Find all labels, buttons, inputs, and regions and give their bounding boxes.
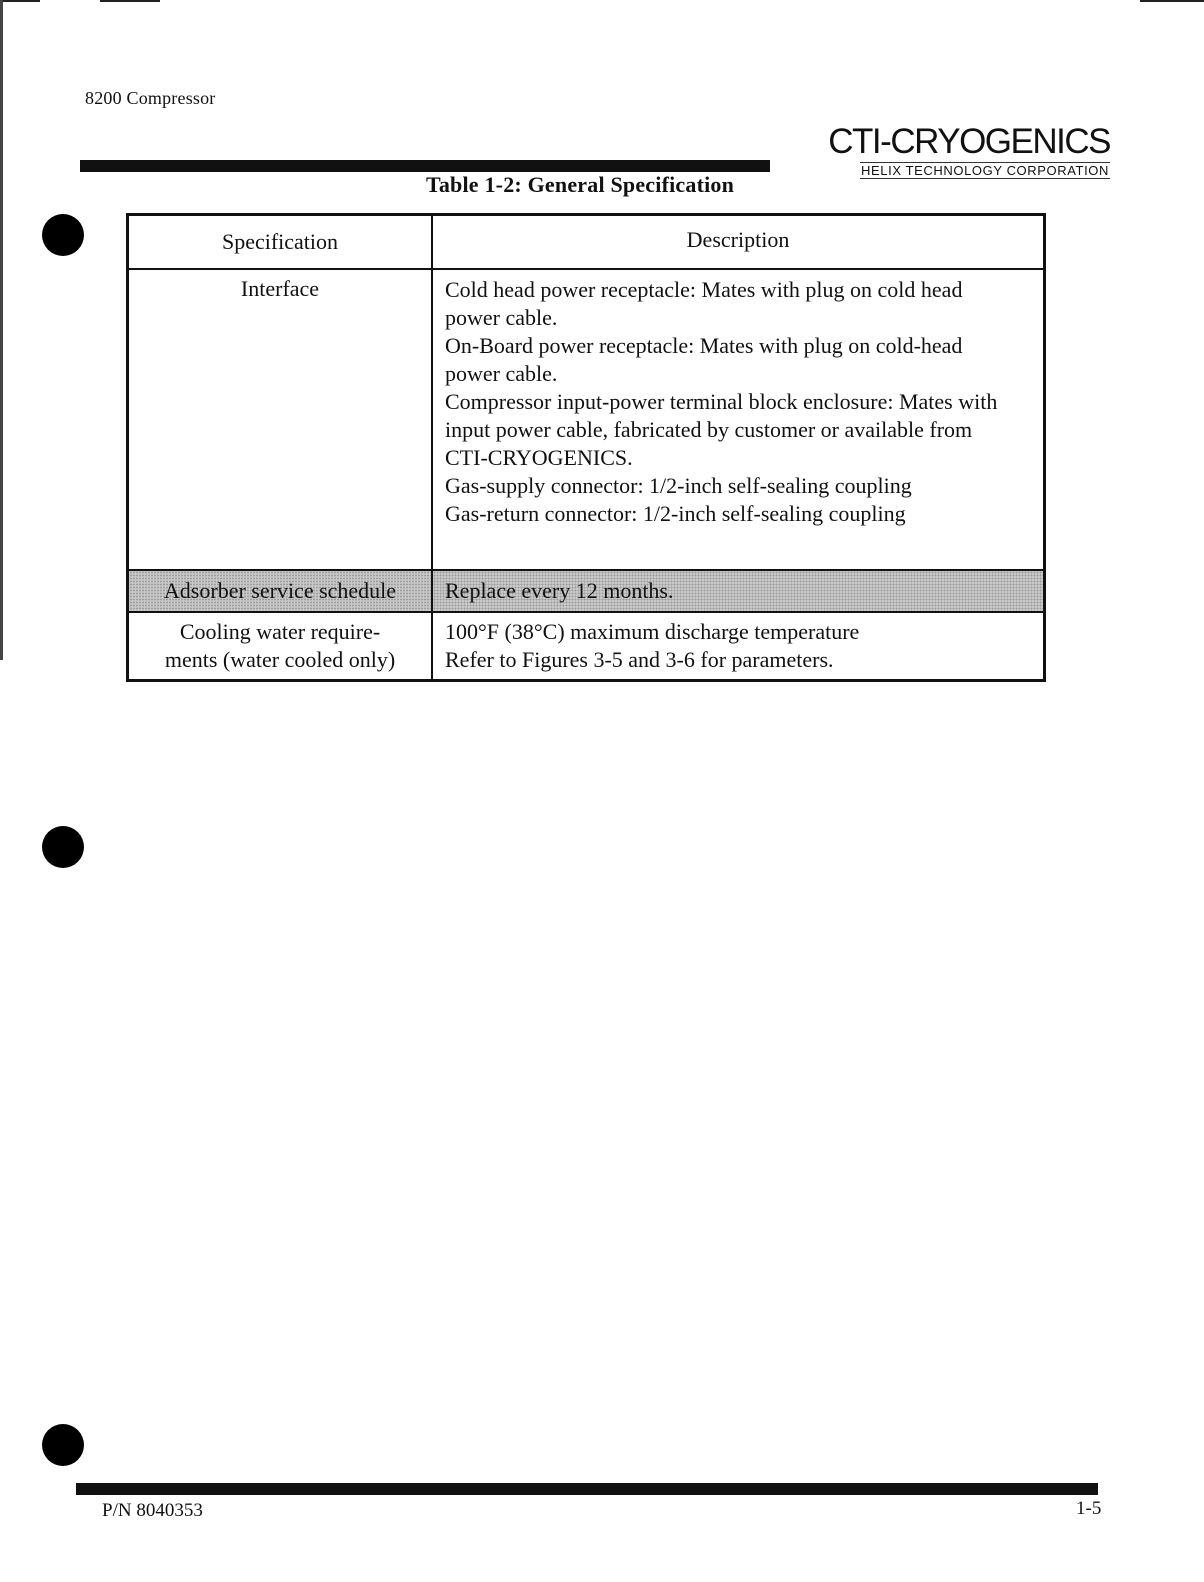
scan-left-edge: [0, 0, 3, 660]
table-title: Table 1-2: General Specification: [426, 172, 735, 197]
binder-hole-top: [42, 214, 84, 256]
specification-table: [126, 213, 1046, 682]
top-scan-rule-mid: [100, 0, 160, 2]
spec-cell: [128, 612, 433, 681]
description-line: Refer to Figures 3-5 and 3-6 for parameters.: [445, 647, 834, 672]
company-logo: [828, 122, 1110, 180]
description-line: CTI-CRYOGENICS.: [445, 445, 633, 470]
top-scan-rule-left: [0, 0, 40, 2]
spec-cell: [128, 269, 433, 570]
binder-hole-middle: [42, 826, 84, 868]
spec-text: Cooling water require-: [179, 619, 381, 644]
table-row: [128, 612, 1045, 681]
description-cell: [432, 570, 1045, 612]
top-scan-rule-right: [1140, 0, 1204, 2]
description-line: 100°F (38°C) maximum discharge temperature: [445, 619, 860, 644]
description-line: Cold head power receptacle: Mates with plug on cold head: [445, 277, 963, 302]
description-cell: [432, 269, 1045, 570]
spec-text: Interface: [240, 276, 320, 301]
spec-text: ments (water cooled only): [164, 647, 396, 672]
description-cell: [432, 612, 1045, 681]
logo-tagline: HELIX TECHNOLOGY CORPORATION: [861, 163, 1109, 178]
page-number: 1-5: [1076, 1498, 1102, 1519]
header-specification: Specification: [128, 215, 433, 270]
table-row: [128, 570, 1045, 612]
description-line: Replace every 12 months.: [445, 578, 674, 603]
binder-hole-bottom: [42, 1424, 84, 1466]
description-line: power cable.: [445, 305, 558, 330]
description-line: Compressor input-power terminal block enclosure: Mates with: [445, 389, 998, 414]
header-description: Description: [432, 215, 1045, 270]
description-line: On-Board power receptacle: Mates with plug on cold-head: [445, 333, 963, 358]
table-header-row: [128, 215, 1045, 270]
header-divider-bar: [80, 160, 770, 172]
description-line: input power cable, fabricated by customer or available from: [445, 417, 973, 442]
table-row: [128, 269, 1045, 570]
description-line: Gas-return connector: 1/2-inch self-sealing coupling: [445, 501, 906, 526]
spec-cell: [128, 570, 433, 612]
description-line: Gas-supply connector: 1/2-inch self-sealing coupling: [445, 473, 912, 498]
document-header-title: 8200 Compressor: [85, 88, 216, 108]
logo-wordmark: CTI-CRYOGENICS: [828, 122, 1110, 161]
spec-text: Adsorber service schedule: [163, 578, 397, 603]
part-number: P/N 8040353: [102, 1500, 203, 1521]
description-line: power cable.: [445, 361, 558, 386]
footer-divider-bar: [76, 1483, 1098, 1495]
